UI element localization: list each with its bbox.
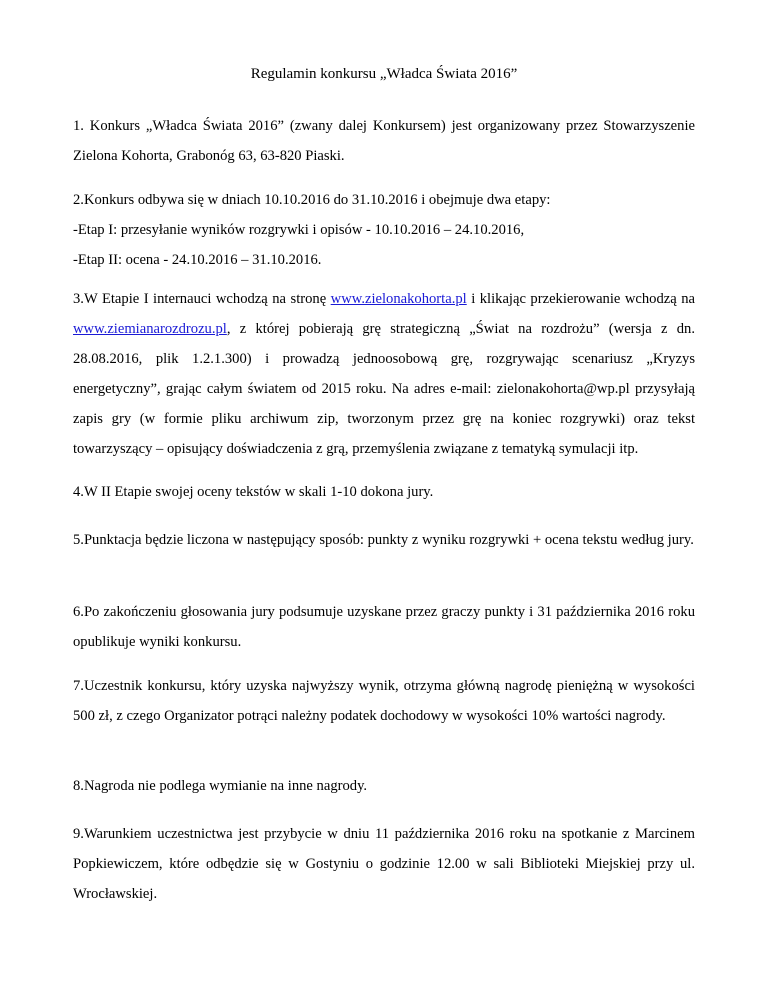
- paragraph-1: 1. Konkurs „Władca Świata 2016” (zwany dalej Konkursem) jest organizowany przez Stowarzyszenie Zielona Kohorta, Grabonóg 63, 63-820 Piaski.: [73, 118, 695, 164]
- paragraph-8: 8.Nagroda nie podlega wymianie na inne nagrody.: [73, 778, 368, 794]
- paragraph-7: 7.Uczestnik konkursu, który uzyska najwyższy wynik, otrzyma główną nagrodę pieniężną w wysokości 500 zł, z czego Organizator potrąci należny podatek dochodowy w wysokości 10% wartości nagrody.: [73, 678, 695, 724]
- paragraph-3-text-1: 3.W Etapie I internauci wchodzą na stronę: [73, 291, 331, 307]
- paragraph-3: [73, 284, 695, 464]
- paragraph-3-text-2: i klikając przekierowanie wchodzą na: [466, 291, 695, 307]
- paragraph-2-line-1: 2.Konkurs odbywa się w dniach 10.10.2016 do 31.10.2016 i obejmuje dwa etapy:: [73, 192, 551, 208]
- paragraph-9: 9.Warunkiem uczestnictwa jest przybycie w dniu 11 października 2016 roku na spotkanie z Marcinem Popkiewiczem, które odbędzie się w Gostyniu o godzinie 12.00 w sali Biblioteki Miejskiej przy ul. Wrocławskiej.: [73, 826, 695, 902]
- ziemianarozdrozu-link[interactable]: www.ziemianarozdrozu.pl: [73, 321, 227, 337]
- zielonakohorta-link[interactable]: www.zielonakohorta.pl: [330, 291, 467, 307]
- paragraph-2-line-2: -Etap I: przesyłanie wyników rozgrywki i opisów - 10.10.2016 – 24.10.2016,: [73, 222, 525, 238]
- paragraph-6: 6.Po zakończeniu głosowania jury podsumuje uzyskane przez graczy punkty i 31 października 2016 roku opublikuje wyniki konkursu.: [73, 604, 695, 650]
- paragraph-2-line-3: -Etap II: ocena - 24.10.2016 – 31.10.2016.: [73, 252, 322, 268]
- paragraph-2: [73, 185, 695, 275]
- paragraph-4: 4.W II Etapie swojej oceny tekstów w skali 1-10 dokona jury.: [73, 484, 434, 500]
- paragraph-5: 5.Punktacja będzie liczona w następujący sposób: punkty z wyniku rozgrywki + ocena tekstu według jury.: [73, 532, 694, 548]
- paragraph-3-text-3: , z której pobierają grę strategiczną „Świat na rozdrożu” (wersja z dn. 28.08.2016, plik 1.2.1.300) i prowadzą jednoosobową grę, rozgrywając scenariusz „Kryzys energetyczny”, grając całym światem od 2015 roku. Na adres e-mail: zielonakohorta@wp.pl przysyłają zapis gry (w formie pliku archiwum zip, tworzonym przez grę na koniec rozgrywki) oraz tekst towarzyszący – opisujący doświadczenia z grą, przemyślenia związane z tematyką symulacji itp.: [73, 321, 695, 457]
- document-title: Regulamin konkursu „Władca Świata 2016”: [250, 66, 518, 82]
